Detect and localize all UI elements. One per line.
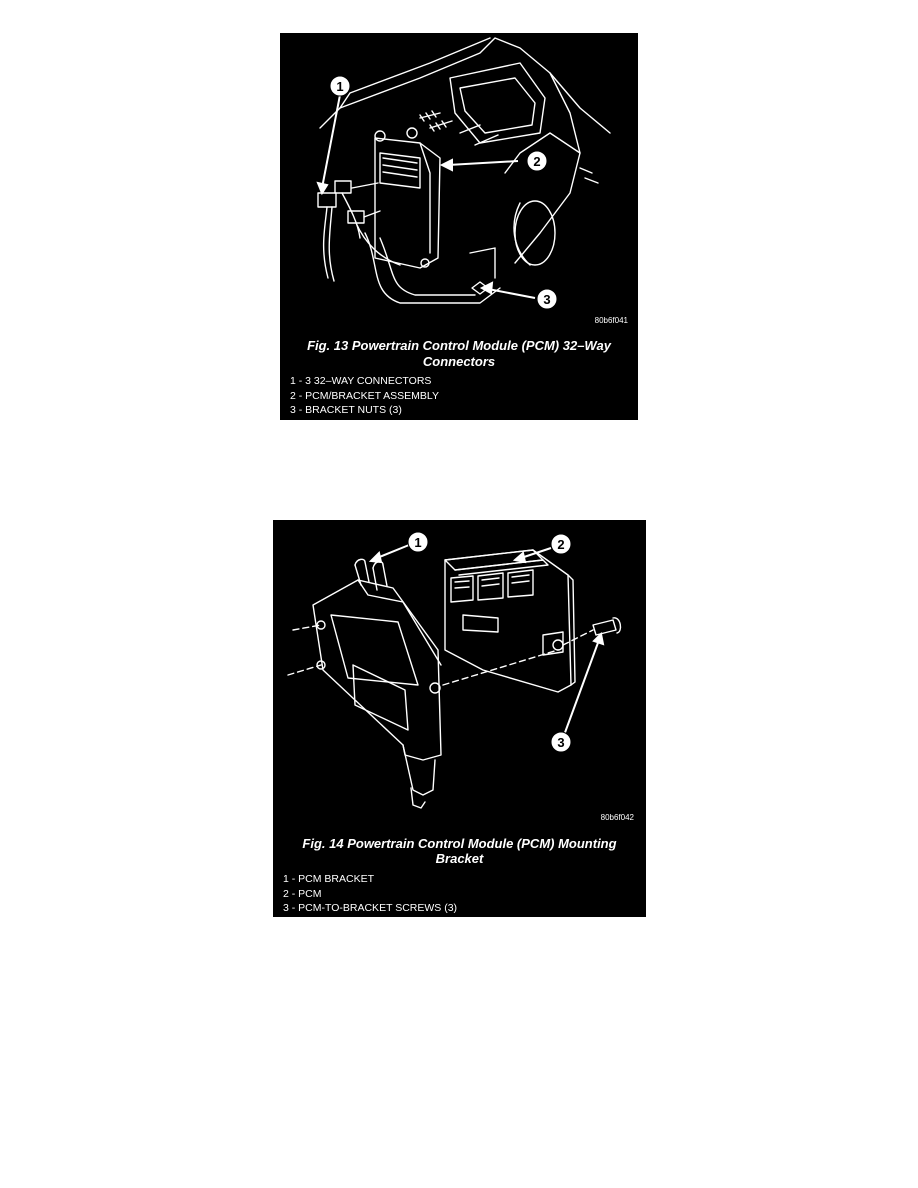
pcm-mounting-bracket-illustration — [273, 520, 646, 820]
callout-1 — [330, 76, 350, 96]
legend-item: 2 - PCM — [283, 887, 322, 900]
image-code: 80b6f041 — [594, 316, 628, 325]
svg-text:2: 2 — [557, 537, 565, 552]
svg-text:3: 3 — [557, 735, 565, 750]
pcm-connectors-illustration — [280, 33, 638, 333]
svg-text:1: 1 — [336, 79, 344, 94]
callout-1 — [408, 532, 428, 552]
svg-text:1: 1 — [414, 535, 422, 550]
figure-caption-line-1: Fig. 13 Powertrain Control Module (PCM) 32–Way — [307, 338, 611, 353]
image-code: 80b6f042 — [600, 813, 634, 822]
figure-14 — [273, 520, 646, 917]
legend-item: 3 - BRACKET NUTS (3) — [290, 404, 402, 416]
figure-caption-line-2: Connectors — [422, 354, 496, 369]
figure-caption-line-1: Fig. 14 Powertrain Control Module (PCM) Mounting — [302, 836, 617, 851]
svg-text:3: 3 — [543, 292, 551, 307]
callout-3 — [537, 289, 557, 309]
figure-legend — [290, 374, 439, 418]
callout-3 — [551, 732, 571, 752]
callout-2 — [527, 151, 547, 171]
callout-2 — [551, 534, 571, 554]
legend-item: 2 - PCM/BRACKET ASSEMBLY — [290, 389, 439, 402]
svg-text:2: 2 — [533, 154, 541, 169]
legend-item: 3 - PCM-TO-BRACKET SCREWS (3) — [283, 902, 458, 914]
figure-caption-line-2: Bracket — [435, 851, 484, 866]
legend-item: 1 - PCM BRACKET — [283, 873, 375, 885]
legend-item: 1 - 3 32–WAY CONNECTORS — [290, 375, 432, 387]
figure-13 — [280, 33, 638, 420]
figure-legend — [283, 872, 457, 916]
